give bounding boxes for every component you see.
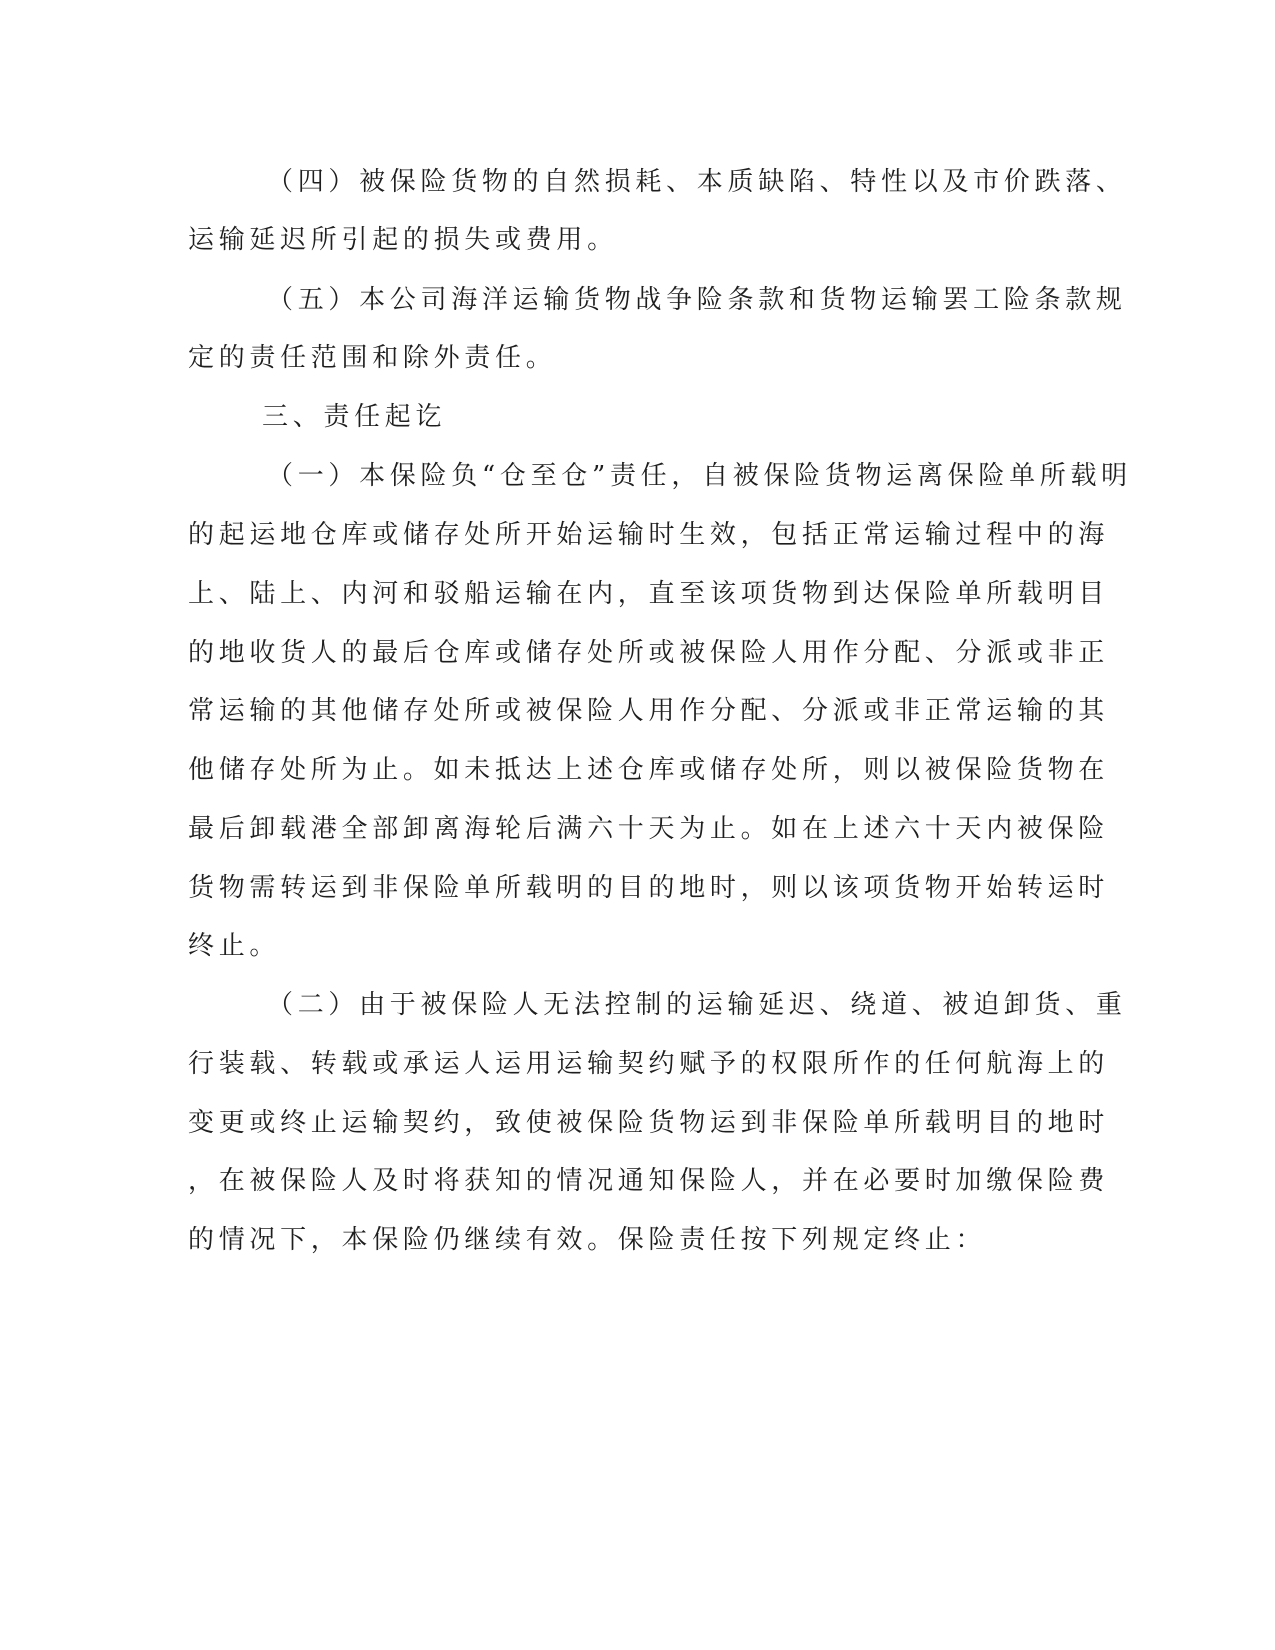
paragraph-line: 的地收货人的最后仓库或储存处所或被保险人用作分配、分派或非正: [188, 638, 1110, 668]
paragraph-line: 行装载、转载或承运人运用运输契约赋予的权限所作的任何航海上的: [188, 1049, 1110, 1079]
paragraph-line: ，在被保险人及时将获知的情况通知保险人，并在必要时加缴保险费: [188, 1166, 1110, 1196]
paragraph-line: 最后卸载港全部卸离海轮后满六十天为止。如在上述六十天内被保险: [188, 814, 1110, 844]
paragraph-line: 运输延迟所引起的损失或费用。: [188, 225, 618, 255]
paragraph-line: （五）本公司海洋运输货物战争险条款和货物运输罢工险条款规: [267, 285, 1127, 315]
paragraph-line: 常运输的其他储存处所或被保险人用作分配、分派或非正常运输的其: [188, 696, 1110, 726]
paragraph-line: 他储存处所为止。如未抵达上述仓库或储存处所，则以被保险货物在: [188, 755, 1110, 785]
paragraph-line: 变更或终止运输契约，致使被保险货物运到非保险单所载明目的地时: [188, 1108, 1110, 1138]
paragraph-line: 定的责任范围和除外责任。: [188, 343, 557, 373]
section-heading: 三、责任起讫: [262, 402, 447, 432]
paragraph-line: 的起运地仓库或储存处所开始运输时生效，包括正常运输过程中的海: [188, 520, 1110, 550]
paragraph-line: 货物需转运到非保险单所载明的目的地时，则以该项货物开始转运时: [188, 873, 1110, 903]
paragraph-line: （一）本保险负“仓至仓”责任，自被保险货物运离保险单所载明: [267, 461, 1132, 491]
paragraph-line: 上、陆上、内河和驳船运输在内，直至该项货物到达保险单所载明目: [188, 579, 1110, 609]
paragraph-line: （四）被保险货物的自然损耗、本质缺陷、特性以及市价跌落、: [267, 167, 1127, 197]
paragraph-line: 终止。: [188, 931, 281, 961]
paragraph-line: 的情况下，本保险仍继续有效。保险责任按下列规定终止：: [188, 1225, 987, 1255]
paragraph-line: （二）由于被保险人无法控制的运输延迟、绕道、被迫卸货、重: [267, 990, 1127, 1020]
